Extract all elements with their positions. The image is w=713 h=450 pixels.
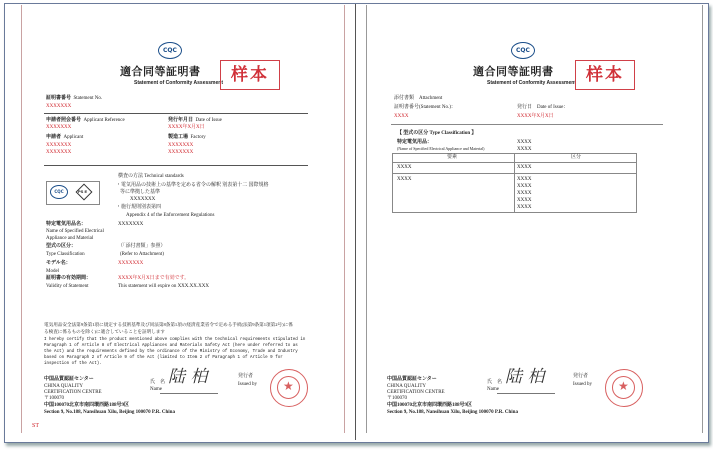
standards-line-3: XXXXXXX <box>130 197 156 202</box>
org-name-en-2: CERTIFICATION CENTRE <box>44 390 102 395</box>
signature-label-en: Name <box>150 387 162 392</box>
en-declaration-1: I hereby certify that the product mentioned above complies with the technical requirements stipulated in <box>44 338 306 342</box>
specified-appliance-value-1: XXXX <box>517 140 532 145</box>
address-en: Section 9, No.188, Nansihuan Xilu, Beijing 100070 P.R. China <box>387 410 518 415</box>
applicant-value-1: XXXXXXX <box>46 143 72 148</box>
pse-mark: PS E <box>78 189 88 194</box>
cqc-mark-icon: CQC <box>50 185 68 199</box>
divider-line <box>391 124 663 125</box>
org-name-en-2: CERTIFICATION CENTRE <box>387 390 445 395</box>
en-declaration-3: the Act) and the requirements defined by the ordinance of the Ministry of Economy, Trade and Industry <box>44 350 298 354</box>
signature-label: 氏 名 <box>487 380 503 385</box>
validity-value: XXXX年X月X日まで有効です。 <box>118 276 190 281</box>
en-declaration-5: inspection of the Act). <box>44 362 102 366</box>
issue-date-label: 発行日 Date of Issue： <box>517 105 569 110</box>
type-classification-label: 型式の区分： <box>46 244 77 249</box>
en-declaration-4: based on Paragraph 2 of Article 9 of the Act (limited to Item 2 of Paragraph 1 of Article 9 for <box>44 356 283 360</box>
specified-appliance-value-2: XXXX <box>517 147 532 152</box>
table-row-line <box>392 173 636 174</box>
seal-star-icon: ★ <box>283 379 294 393</box>
page-title: 適合同等証明書 <box>120 65 201 78</box>
model-label-en: Model <box>46 269 60 274</box>
issuer-label: 発行者 <box>573 374 589 379</box>
jp-declaration-1: 電気用品安全法第9条第1項に規定する技術基準及び同法第8条第1項の経済産業省令で定める手続(法第9条第1項第2号)に係 <box>44 322 293 327</box>
applicant-ref-label: 申請者照会番号 Applicant Reference <box>46 118 125 123</box>
column-header-element: 要素 <box>447 155 458 160</box>
applicant-value-2: XXXXXXX <box>46 150 72 155</box>
page-marker: ST <box>32 423 40 429</box>
standards-line-1: ・電気用品の技術上の基準を定める省令の解釈 別表第十二 国際規格 <box>116 183 269 188</box>
factory-value-1: XXXXXXX <box>168 143 194 148</box>
address-en: Section 9, No.188, Nansihuan Xilu, Beijing 100070 P.R. China <box>44 410 175 415</box>
type-classification-value: （「添付書類」参照） <box>118 244 166 249</box>
validity-value-en: This statement will expire on XXX.XX.XXX <box>118 284 209 289</box>
org-name-en-1: CHINA QUALITY <box>44 384 84 389</box>
attachment-page <box>366 5 703 433</box>
issue-date-value: XXXX年X月X日 <box>168 125 205 130</box>
page-subtitle: Statement of Conformity Assessment <box>134 80 223 86</box>
issuer-label: 発行者 <box>238 374 254 379</box>
attachment-label: 添付書類 Attachment <box>394 96 443 101</box>
issuer-label-en: Issued by <box>238 382 258 387</box>
specified-appliance-label-en-1: Name of Specified Electrical <box>46 229 104 234</box>
specified-appliance-label: 特定電気用品： <box>397 140 433 145</box>
table-cell: XXXX <box>397 177 412 182</box>
specified-appliance-label: 特定電気用品名： <box>46 222 87 227</box>
specified-appliance-label-en-2: Appliance and Material <box>46 236 94 241</box>
table-cell: XXXX <box>517 198 532 203</box>
official-seal <box>270 369 308 407</box>
type-classification-label-en: Type Classification <box>46 252 85 257</box>
postal-code: 〒100070 <box>387 396 408 401</box>
validity-label-en: Validity of Statement <box>46 284 89 289</box>
factory-value-2: XXXXXXX <box>168 150 194 155</box>
table-header-line <box>392 162 636 163</box>
postal-code: 〒100070 <box>44 396 65 401</box>
standards-line-2: 等に準拠した基準 <box>120 190 161 195</box>
address-cn: 中国100070北京市南四環西路188号9区 <box>44 403 130 408</box>
specified-appliance-label-en: (Name of Specified Electrical Appliance and Material) <box>397 146 485 151</box>
issuer-label-en: Issued by <box>573 382 593 387</box>
signature-label: 氏 名 <box>150 380 166 385</box>
statement-no-value: XXXXXXX <box>46 104 72 109</box>
en-declaration-2: Paragraph 1 of Article 8 of Electrical Appliances and Materials Safety Act (here under referred to as <box>44 344 298 348</box>
table-cell: XXXX <box>517 184 532 189</box>
page-subtitle: Statement of Conformity Assessment <box>487 80 576 86</box>
signature-line <box>160 393 218 394</box>
signature-line <box>497 393 555 394</box>
table-cell: XXXX <box>517 205 532 210</box>
model-value: XXXXXXX <box>118 261 144 266</box>
factory-label: 製造工場 Factory <box>168 135 206 140</box>
standards-heading: 横査の方法 Technical standards <box>118 174 184 179</box>
type-classification-value-en: (Refer to Attachment) <box>120 252 164 257</box>
seal-star-icon: ★ <box>618 379 629 393</box>
official-seal <box>605 369 643 407</box>
applicant-label: 申請者 Applicant <box>46 135 84 140</box>
table-cell: XXXX <box>397 165 412 170</box>
signature-label-en: Name <box>487 387 499 392</box>
statement-no-label: 証明書番号 Statement No. <box>46 96 103 101</box>
cqc-logo: CQC <box>511 42 535 59</box>
issue-date-value: XXXX年X月X日 <box>517 114 554 119</box>
divider-line <box>44 165 308 166</box>
type-classification-header: 【 型式の区分 Type Classification 】 <box>397 131 477 136</box>
applicant-ref-value: XXXXXXX <box>46 125 72 130</box>
issue-date-label: 発行年月日 Date of Issue <box>168 118 222 123</box>
column-header-class: 区分 <box>571 155 582 160</box>
address-cn: 中国100070北京市南四環西路188号9区 <box>387 403 473 408</box>
table-cell: XXXX <box>517 191 532 196</box>
org-name-en-1: CHINA QUALITY <box>387 384 427 389</box>
signature: 陆 柏 <box>505 367 545 387</box>
standards-line-4: ・施行規則別表第四 <box>116 205 162 210</box>
validity-label: 証明書の有効期間： <box>46 276 92 281</box>
sample-stamp: 样本 <box>575 60 635 90</box>
jp-declaration-2: る検査に係るものを除く)に適合していることを証明します <box>44 329 165 334</box>
sample-stamp: 样本 <box>220 60 280 90</box>
statement-no-label: 証明書番号(Statement No.)： <box>394 105 456 110</box>
cqc-logo: CQC <box>158 42 182 59</box>
divider-line <box>44 113 308 114</box>
page-divider <box>355 4 356 440</box>
signature: 陆 柏 <box>168 367 208 387</box>
page-title: 適合同等証明書 <box>473 65 554 78</box>
org-name-jp: 中国品質認証センター <box>44 377 94 382</box>
table-cell: XXXX <box>517 165 532 170</box>
statement-no-value: XXXX <box>394 114 409 119</box>
standards-line-5: Appendix 4 of the Enforcement Regulations <box>126 213 215 218</box>
model-label: モデル名： <box>46 261 71 266</box>
org-name-jp: 中国品質認証センター <box>387 377 437 382</box>
table-cell: XXXX <box>517 177 532 182</box>
certificate-page <box>21 5 345 433</box>
specified-appliance-value: XXXXXXX <box>118 222 144 227</box>
